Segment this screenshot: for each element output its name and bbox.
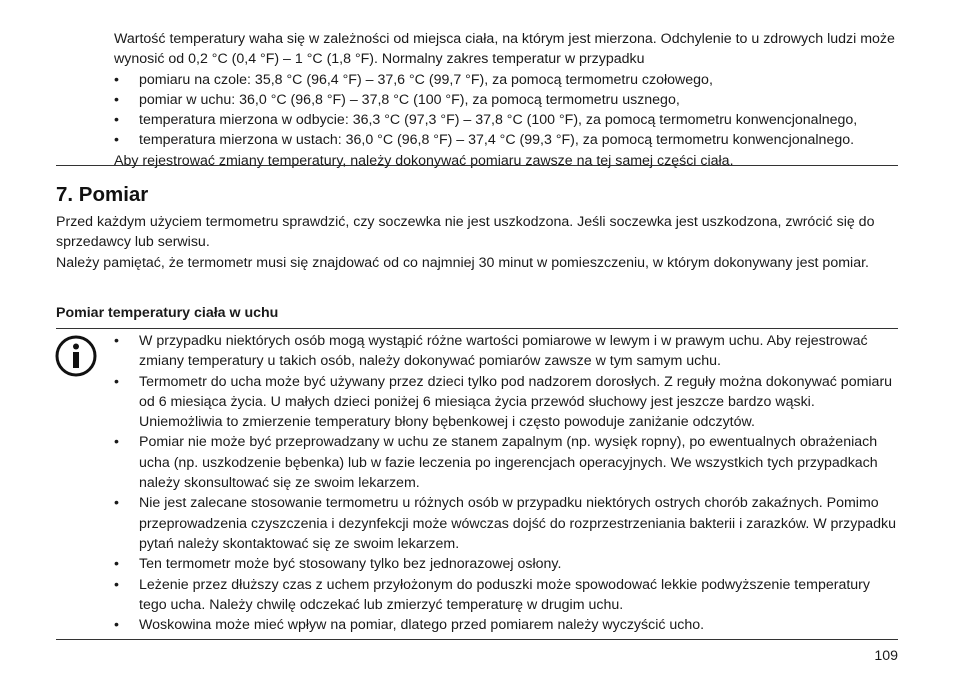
divider (56, 165, 898, 166)
list-item: • Nie jest zalecane stosowanie termometru u różnych osób w przypadku niektórych ostrych chorób zakaźnych. Pomimo przeprowadzenia czyszczenia i dezynfekcji może wówczas dojść do rozprzestrzeniania bakterii i zarazków. W przypadku pytań należy skontaktować się ze swoim lekarzem. (114, 493, 898, 554)
ear-measurement-notes (114, 331, 898, 635)
list-item: • Leżenie przez dłuższy czas z uchem przyłożonym do poduszki może spowodować lekkie podwyższenie temperatury tego ucha. Należy chwilę odczekać lub zmierzyć temperaturę w drugim uchu. (114, 575, 898, 616)
section-paragraph: Przed każdym użyciem termometru sprawdzić, czy soczewka nie jest uszkodzona. Jeśli soczewka jest uszkodzona, zwrócić się do sprzedawcy lub serwisu. (56, 214, 875, 251)
list-item: • pomiar w uchu: 36,0 °C (96,8 °F) – 37,8 °C (100 °F), za pomocą termometru usznego, (114, 90, 898, 110)
list-item: • Termometr do ucha może być używany przez dzieci tylko pod nadzorem dorosłych. Z reguły można dokonywać pomiaru od 6 miesiąca życia. U małych dzieci poniżej 6 miesiąca życia przewód słuchowy jest jeszcze bardzo wąski. Uniemożliwia to zmierzenie temperatury błony bębenkowej i często powoduje zaniżanie odczytów. (114, 372, 898, 433)
section-title: 7. Pomiar (56, 183, 149, 206)
section-body (56, 212, 898, 273)
page-number: 109 (874, 648, 898, 664)
list-item: • temperatura mierzona w odbycie: 36,3 °C (97,3 °F) – 37,8 °C (100 °F), za pomocą termometru konwencjonalnego, (114, 110, 898, 130)
temperature-range-list (114, 70, 898, 151)
intro-paragraph: Wartość temperatury waha się w zależności od miejsca ciała, na którym jest mierzona. Odchylenie to u zdrowych ludzi może wynosić od 0,2 °C (0,4 °F) – 1 °C (1,8 °F). Normalny zakres temperatur w przypadku (114, 31, 895, 68)
divider (56, 639, 898, 640)
intro-block (114, 29, 898, 171)
section-paragraph: Należy pamiętać, że termometr musi się znajdować od co najmniej 30 minut w pomieszczeniu, w którym dokonywany jest pomiar. (56, 254, 869, 271)
list-item: • Ten termometr może być stosowany tylko bez jednorazowej osłony. (114, 554, 898, 574)
list-item: • pomiaru na czole: 35,8 °C (96,4 °F) – 37,6 °C (99,7 °F), za pomocą termometru czołowego, (114, 70, 898, 90)
note-block (114, 331, 898, 635)
list-item: • Pomiar nie może być przeprowadzany w uchu ze stanem zapalnym (np. wysięk ropny), po ewentualnych obrażeniach ucha (np. uszkodzenie bębenka) lub w fazie leczenia po ingerencjach operacyjnych. We wszystkich tych przypadkach należy skonsultować się ze swoim lekarzem. (114, 432, 898, 493)
divider (56, 328, 898, 329)
intro-closing: Aby rejestrować zmiany temperatury, należy dokonywać pomiaru zawsze na tej samej części ciała. (114, 152, 734, 169)
list-item: • Woskowina może mieć wpływ na pomiar, dlatego przed pomiarem należy wyczyścić ucho. (114, 615, 898, 635)
list-item: • temperatura mierzona w ustach: 36,0 °C (96,8 °F) – 37,4 °C (99,3 °F), za pomocą termometru konwencjonalnego. (114, 130, 898, 150)
list-item: • W przypadku niektórych osób mogą wystąpić różne wartości pomiarowe w lewym i w prawym uchu. Aby rejestrować zmiany temperatury u takich osób, należy dokonywać pomiarów zawsze w tym samym uchu. (114, 331, 898, 372)
info-icon (55, 335, 97, 377)
subsection-heading: Pomiar temperatury ciała w uchu (56, 305, 279, 321)
